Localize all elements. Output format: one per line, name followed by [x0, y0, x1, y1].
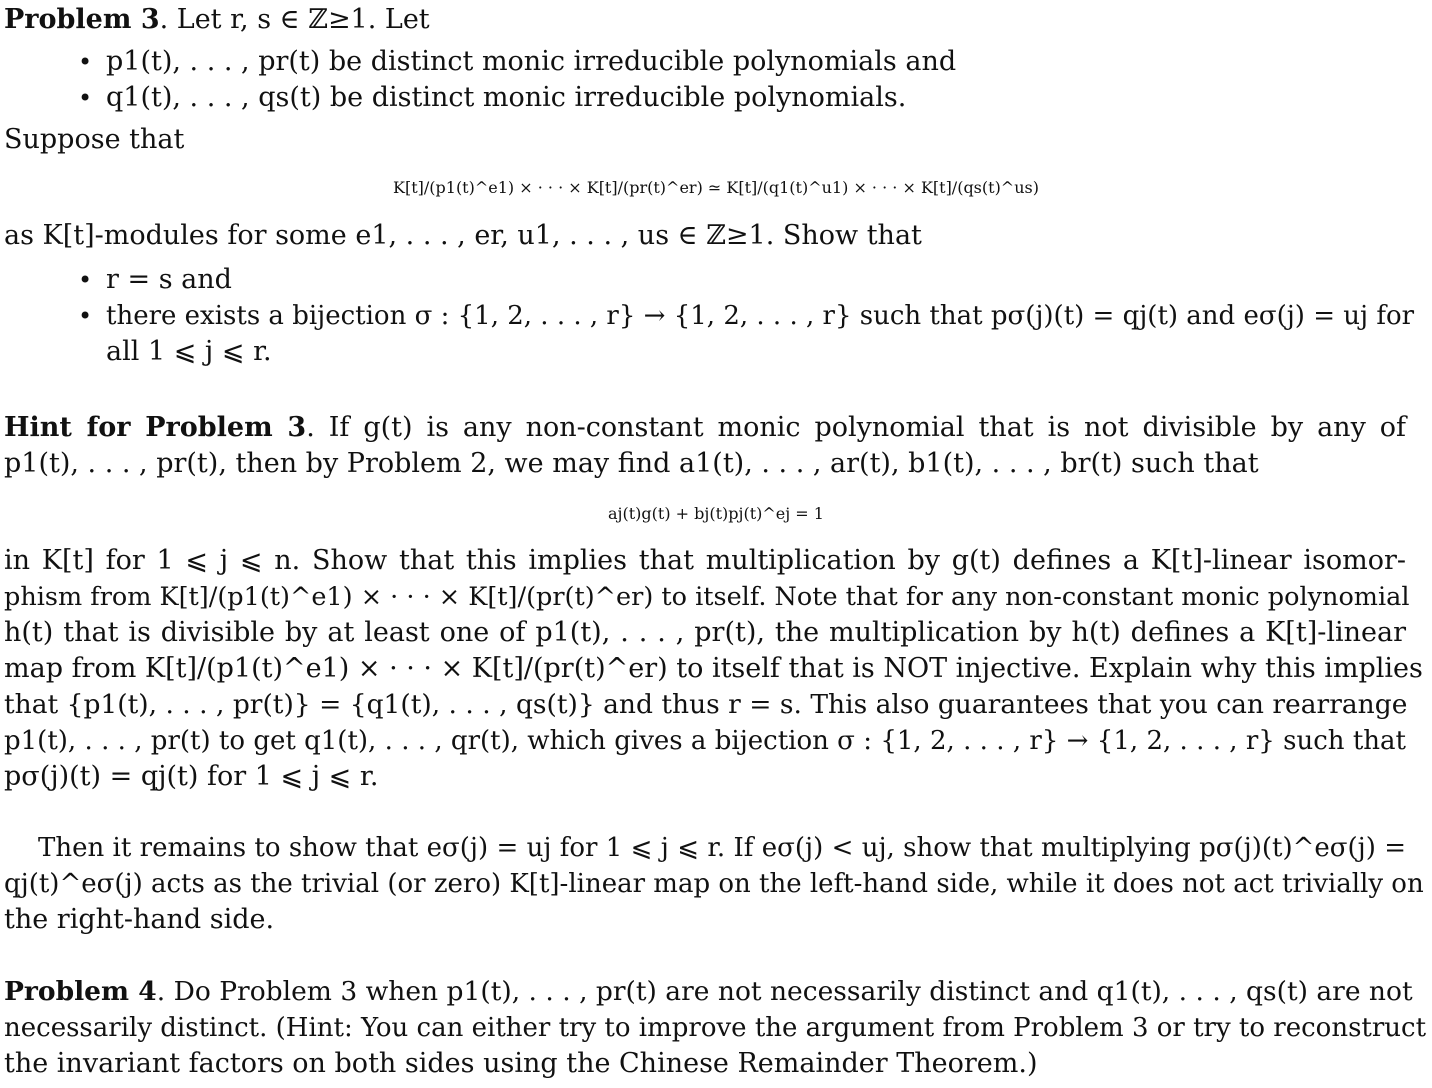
problem4-line: the invariant factors on both sides using the Chinese Remainder Theorem.)	[4, 1048, 1038, 1079]
problem3-bullet4-line2: all 1 ⩽ j ⩽ r.	[106, 336, 272, 367]
hint3-heading: Hint for Problem 3	[4, 412, 307, 443]
problem4-line1	[4, 974, 1413, 1010]
bullet-icon: •	[78, 84, 93, 112]
hint3-line2: p1(t), . . . , pr(t), then by Problem 2, we may find a1(t), . . . , ar(t), b1(t), . . . , br(t) such that	[4, 448, 1259, 479]
problem3-suppose: Suppose that	[4, 124, 185, 155]
hint3-equation: aj(t)g(t) + bj(t)pj(t)^ej = 1	[608, 504, 824, 523]
hint3-line1	[4, 410, 1406, 446]
problem3-bullet3: r = s and	[106, 264, 232, 295]
hint3-paragraph1-line: p1(t), . . . , pr(t) to get q1(t), . . . , qr(t), which gives a bijection σ : {1, 2, . . . , r} → {1, 2, . . . , r} such that	[4, 726, 1406, 756]
hint3-paragraph2-line: qj(t)^eσ(j) acts as the trivial (or zero) K[t]-linear map on the left-hand side, while it does not act trivially on	[4, 869, 1424, 899]
problem3-equation: K[t]/(p1(t)^e1) × · · · × K[t]/(pr(t)^er) ≃ K[t]/(q1(t)^u1) × · · · × K[t]/(qs(t)^us)	[393, 178, 1039, 197]
hint3-paragraph2-line: the right-hand side.	[4, 904, 275, 935]
problem3-as-modules: as K[t]-modules for some e1, . . . , er, u1, . . . , us ∈ ℤ≥1. Show that	[4, 220, 922, 251]
problem3-heading: Problem 3	[4, 4, 160, 35]
problem3-bullet2: q1(t), . . . , qs(t) be distinct monic irreducible polynomials.	[106, 82, 907, 113]
hint3-paragraph1-line: pσ(j)(t) = qj(t) for 1 ⩽ j ⩽ r.	[4, 761, 379, 792]
hint3-paragraph1-line: map from K[t]/(p1(t)^e1) × · · · × K[t]/(pr(t)^er) to itself that is NOT injective. Explain why this implies	[4, 653, 1423, 684]
hint3-line1-text: . If g(t) is any non-constant monic polynomial that is not divisible by any of	[306, 412, 1407, 443]
problem4-heading: Problem 4	[4, 976, 157, 1007]
bullet-icon: •	[78, 302, 93, 330]
problem3-bullet4-line1: there exists a bijection σ : {1, 2, . . . , r} → {1, 2, . . . , r} such that pσ(j)(t) = qj(t) and eσ(j) = uj for	[106, 301, 1415, 331]
hint3-paragraph1-line: phism from K[t]/(p1(t)^e1) × · · · × K[t]/(pr(t)^er) to itself. Note that for any non-constant monic polynomial	[4, 582, 1410, 612]
bullet-icon: •	[78, 48, 93, 76]
problem4-line1-text: . Do Problem 3 when p1(t), . . . , pr(t) are not necessarily distinct and q1(t), . . . , qs(t) are not	[156, 976, 1413, 1007]
problem4-line: necessarily distinct. (Hint: You can either try to improve the argument from Problem 3 or try to reconstruct	[4, 1013, 1427, 1043]
hint3-paragraph1-line: that {p1(t), . . . , pr(t)} = {q1(t), . . . , qs(t)} and thus r = s. This also guarantees that you can rearrange	[4, 689, 1408, 720]
bullet-icon: •	[78, 266, 93, 294]
problem3-intro-text: . Let r, s ∈ ℤ≥1. Let	[159, 4, 430, 35]
problem3-bullet1: p1(t), . . . , pr(t) be distinct monic irreducible polynomials and	[106, 46, 957, 77]
hint3-paragraph1-line: h(t) that is divisible by at least one of p1(t), . . . , pr(t), the multiplication by h(t) defines a K[t]-linear	[4, 617, 1406, 648]
problem3-intro	[4, 2, 430, 38]
hint3-paragraph2-line: Then it remains to show that eσ(j) = uj for 1 ⩽ j ⩽ r. If eσ(j) < uj, show that multiplying pσ(j)(t)^eσ(j) =	[38, 833, 1406, 863]
hint3-paragraph1-line: in K[t] for 1 ⩽ j ⩽ n. Show that this implies that multiplication by g(t) defines a K[t]-linear isomor-	[4, 545, 1406, 576]
